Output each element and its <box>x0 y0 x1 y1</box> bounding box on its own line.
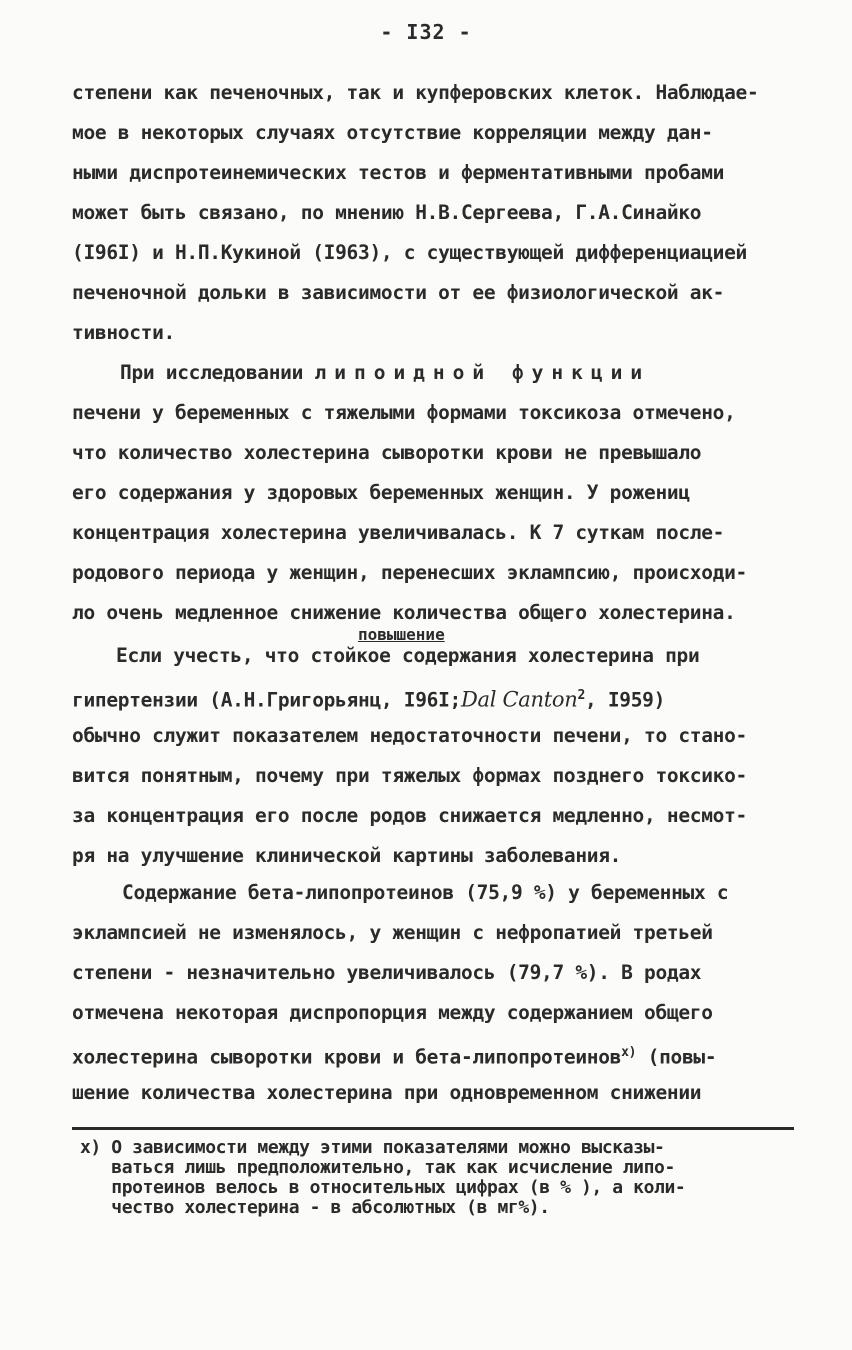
footnote-divider <box>72 1127 794 1130</box>
footnote-line: x) О зависимости между этими показателями можно высказы- <box>80 1137 665 1158</box>
body-line: шение количества холестерина при одновременном снижении <box>72 1081 702 1104</box>
superscript: 2 <box>577 688 585 703</box>
body-line: ло очень медленное снижение количества общего холестерина. <box>72 601 736 624</box>
body-text: (повы- <box>636 1045 717 1069</box>
handwritten-insertion: повышение <box>358 625 445 644</box>
body-line: эклампсией не изменялось, у женщин с нефропатией третьей <box>72 921 713 944</box>
body-text: , I959) <box>584 688 666 712</box>
footnote-marker: x) <box>621 1045 637 1060</box>
paragraph-2-first-line <box>120 360 810 386</box>
body-line: что количество холестерина сыворотки крови не превышало <box>72 441 702 464</box>
citation-line <box>72 683 802 714</box>
body-line: (I96I) и Н.П.Кукиной (I963), с существующей дифференциацией <box>72 241 747 264</box>
body-line: ря на улучшение клинической картины заболевания. <box>72 844 622 867</box>
body-text: При исследовании <box>120 361 315 384</box>
body-line: родового периода у женщин, перенесших эклампсию, происходи- <box>72 561 747 584</box>
footnote-line: протеинов велось в относительных цифрах (в % ), а коли- <box>80 1177 686 1198</box>
handwritten-citation: Dal Canton <box>460 687 578 712</box>
footnote-ref-line <box>72 1040 802 1071</box>
body-text: гипертензии (А.Н.Григорьянц, I96I; <box>72 688 461 712</box>
body-line: вится понятным, почему при тяжелых формах позднего токсико- <box>72 764 747 787</box>
body-line: обычно служит показателем недостаточности печени, то стано- <box>72 724 747 747</box>
spaced-emphasis: липоидной функции <box>314 361 651 384</box>
body-line: концентрация холестерина увеличивалась. К 7 суткам после- <box>72 521 725 544</box>
body-line: мое в некоторых случаях отсутствие корреляции между дан- <box>72 121 713 144</box>
body-line: печени у беременных с тяжелыми формами токсикоза отмечено, <box>72 401 736 424</box>
body-line: его содержания у здоровых беременных женщин. У рожениц <box>72 481 690 504</box>
body-line: тивности. <box>72 321 175 344</box>
body-line: Если учесть, что стойкое содержания холестерина при <box>116 644 700 667</box>
body-line: степени как печеночных, так и купферовских клеток. Наблюдае- <box>72 81 759 104</box>
page-number: - I32 - <box>380 20 472 44</box>
body-line: печеночной дольки в зависимости от ее физиологической ак- <box>72 281 725 304</box>
footnote-line: чество холестерина - в абсолютных (в мг%). <box>80 1197 550 1218</box>
body-line: отмечена некоторая диспропорция между содержанием общего <box>72 1001 713 1024</box>
footnote-line: ваться лишь предположительно, так как исчисление липо- <box>80 1157 675 1178</box>
body-line: за концентрация его после родов снижается медленно, несмот- <box>72 804 747 827</box>
body-line: может быть связано, по мнению Н.В.Сергеева, Г.А.Синайко <box>72 201 702 224</box>
body-line: степени - незначительно увеличивалось (79,7 %). В родах <box>72 961 702 984</box>
body-line: ными диспротеинемических тестов и ферментативными пробами <box>72 161 725 184</box>
body-text: холестерина сыворотки крови и бета-липопротеинов <box>72 1045 622 1069</box>
body-line: Содержание бета-липопротеинов (75,9 %) у беременных с <box>122 881 729 904</box>
